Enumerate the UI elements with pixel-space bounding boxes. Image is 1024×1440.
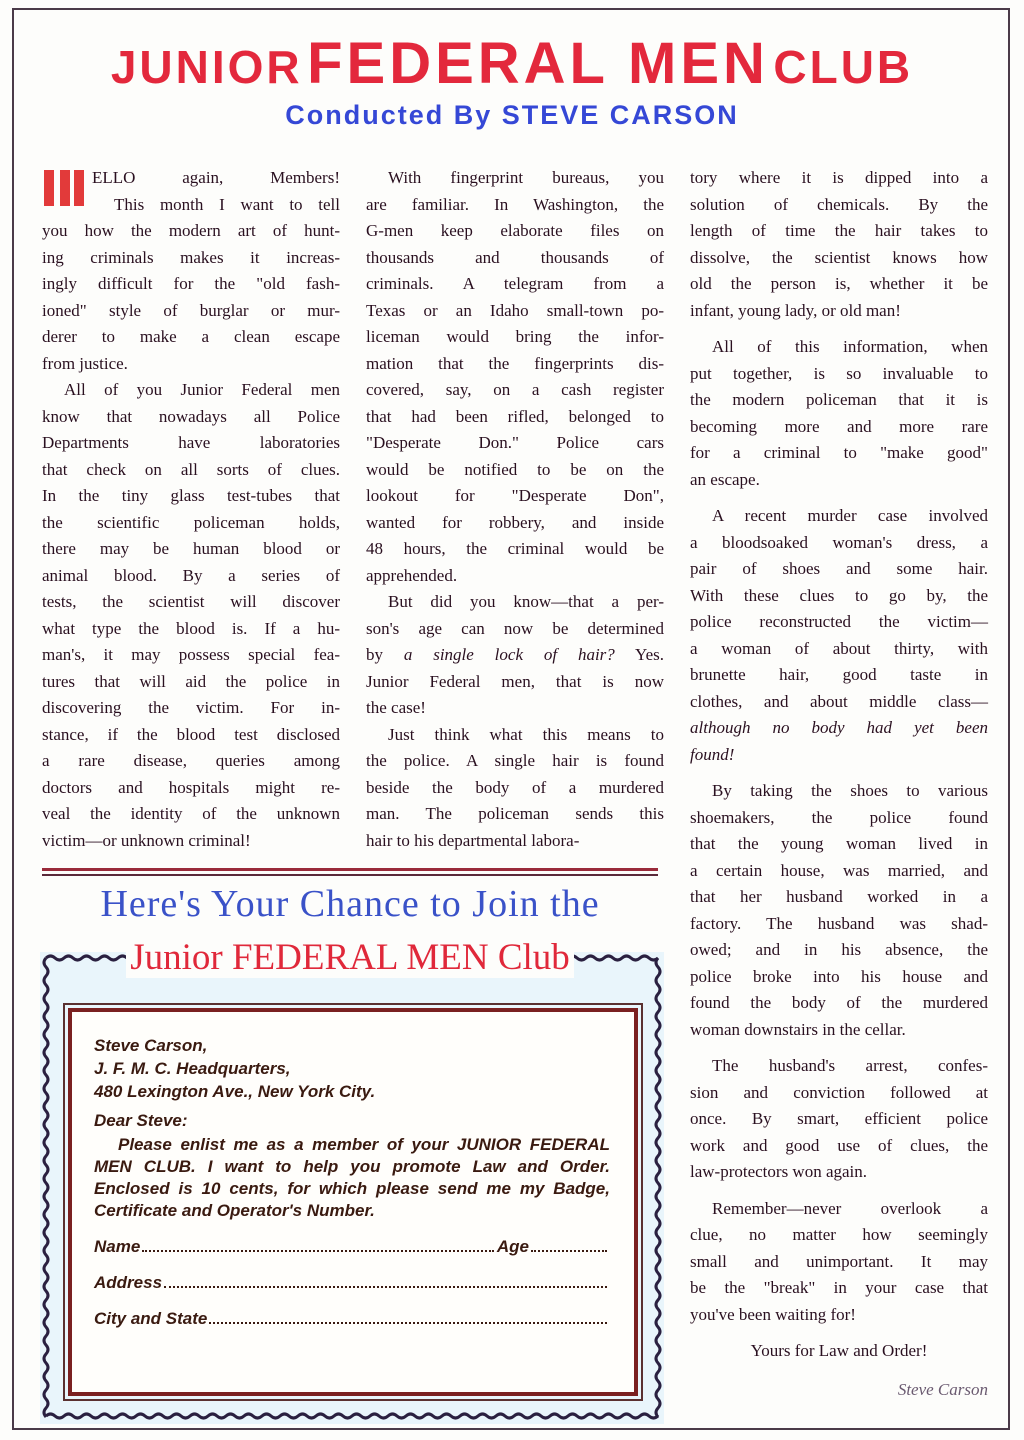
text-line: dissolve, the scientist knows how [690,247,988,267]
text-segment: by [366,645,404,664]
text-line: apprehended. [366,565,458,585]
text-line: that her husband worked in a [690,887,988,906]
text-line: solution of chemicals. By the [690,194,988,214]
text-line: pair of shoes and some hair. [690,559,988,578]
page-title [0,30,1024,97]
wavy-edge [46,1414,658,1418]
text-line: Remember—never overlook a [712,1198,988,1218]
text-line: All of this information, when [712,337,988,356]
text-line: shoemakers, the police found [690,807,988,827]
text-line: wanted for robbery, and inside [366,512,664,532]
subtitle-byline: Conducted By STEVE CARSON [285,100,739,130]
text-line: that check on all sorts of clues. [42,459,340,479]
text-line: But did you know—that a per- [388,592,664,611]
text-line: A recent murder case involved [712,506,988,525]
coupon-address [94,1034,610,1103]
text-line: old the person is, whether it be [690,274,988,293]
city-state-row [94,1308,610,1330]
text-line [690,742,988,769]
text-line: for a criminal to "make good" [690,443,988,462]
text-line: becoming more and more rare [690,416,988,436]
text-line: are familiar. In Washington, the [366,194,664,214]
text-line: would be notified to be on the [366,459,664,479]
address-line: J. F. M. C. Headquarters, [94,1059,291,1078]
text-line: infant, young lady, or old man! [690,300,901,320]
text-line: Departments have laboratories [42,433,340,452]
text-line: ing criminals makes it increas- [42,247,340,267]
text-line: Just think what this means to [388,724,664,744]
text-line: With these clues to go by, the [690,585,988,605]
text-line: a certain house, was married, and [690,860,988,880]
address-row [94,1272,610,1294]
text-line: there may be human blood or [42,539,340,558]
paragraph [690,1053,988,1186]
text-line: covered, say, on a cash register [366,380,664,399]
paragraph [690,503,988,768]
ad-headline: Here's Your Chance to Join the [100,883,600,925]
wavy-edge [656,958,660,1417]
text-line: the scientific policeman holds, [42,512,340,532]
text-line: discovering the victim. For in- [42,698,340,717]
text-line: a rare disease, queries among [42,751,340,770]
paragraph [690,334,988,493]
text-line [690,715,988,742]
text-line: G-men keep elaborate files on [366,221,664,240]
text-line: once. By smart, efficient police [690,1109,988,1128]
city-state-label: City and State [94,1309,208,1328]
text-line: that the young woman lived in [690,834,988,853]
name-label: Name [94,1237,141,1256]
text-line: The husband's arrest, confes- [712,1056,988,1075]
text-line: clothes, and about middle class— [690,691,988,711]
text-line: This month I want to tell [114,194,340,214]
text-line: what type the blood is. If a hu- [42,618,340,638]
text-segment: Yes. [614,645,664,664]
text-line: law-protectors won again. [690,1162,868,1181]
name-age-row [94,1236,610,1258]
text-line: Yours for Law and Order! [750,1341,928,1360]
text-line: sion and conviction followed at [690,1082,988,1102]
paragraph [690,1338,988,1365]
text-line: derer to make a clean escape [42,327,340,346]
section-divider [42,868,658,876]
title-federal-men: FEDERAL MEN [307,31,769,96]
text-line [366,642,664,669]
paragraph [690,165,988,324]
text-line: the modern policeman that it is [690,390,988,409]
text-line: that had been rifled, belonged to [366,406,664,426]
text-line: beside the body of a murdered [366,777,664,797]
italic-text: a single lock of hair? [403,645,615,664]
title-club: CLUB [773,41,914,93]
italic-text: although no body had yet been [690,718,988,737]
text-line: ELLO again, Members! [92,168,340,187]
text-line: factory. The husband was shad- [690,913,988,933]
address-field[interactable] [164,1286,607,1288]
text-line: Steve Carson [897,1379,988,1399]
paragraph [42,377,340,854]
text-line: liceman would bring the infor- [366,327,664,346]
address-line: 480 Lexington Ave., New York City. [94,1082,376,1101]
paragraph [366,165,664,589]
text-line: victim—or unknown criminal! [42,830,251,850]
text-line: the case! [366,698,426,717]
club-name-text: Junior FEDERAL MEN Club [126,937,574,978]
article-column-2 [366,165,664,854]
text-line: 48 hours, the criminal would be [366,539,664,558]
text-line: brunette hair, good taste in [690,665,988,684]
membership-coupon [68,1008,638,1396]
text-line: length of time the hair takes to [690,221,988,240]
text-line: "Desperate Don." Police cars [366,433,664,452]
text-line: son's age can now be determined [366,618,664,638]
text-line: police broke into his house and [690,966,988,986]
text-line: small and unimportant. It may [690,1251,988,1271]
text-line: a woman of about thirty, with [690,638,988,658]
paragraph [42,165,340,377]
age-field[interactable] [531,1250,607,1252]
text-line: man's, it may possess special fea- [42,645,340,664]
text-line: clue, no matter how seemingly [690,1225,988,1244]
text-line: work and good use of clues, the [690,1135,988,1155]
italic-text: found! [690,744,735,764]
article-column-3 [690,165,988,1403]
text-line: tests, the scientist will discover [42,592,340,611]
paragraph [690,1377,988,1404]
text-line: criminals. A telegram from a [366,274,664,293]
text-line: tory where it is dipped into a [690,168,988,187]
text-line: thousands and thousands of [366,247,664,267]
text-line: an escape. [690,469,760,489]
text-line: Junior Federal men, that is now [366,671,664,691]
text-line: hair to his departmental labora- [366,830,580,850]
paragraph [366,589,664,722]
text-line: put together, is so invaluable to [690,363,988,383]
address-label: Address [94,1273,163,1292]
text-line: With fingerprint bureaus, you [388,168,664,187]
text-line: By taking the shoes to various [712,781,988,800]
article-column-1 [42,165,340,854]
paragraph [690,1196,988,1329]
address-line: Steve Carson, [94,1036,208,1055]
age-label: Age [496,1237,529,1256]
text-line: All of you Junior Federal men [64,380,340,399]
paragraph [690,778,988,1043]
ad-club-name [42,936,658,979]
wavy-edge [44,958,48,1417]
text-line: mation that the fingerprints dis- [366,353,664,373]
text-line: the police. A single hair is found [366,751,664,770]
coupon-body: Please enlist me as a member of your JUNIOR FEDERAL MEN CLUB. I want to help you promote Law and Order. Enclosed is 10 cents, for which please send me my Badge, Certificate and Operator's Number. [94,1135,610,1220]
city-state-field[interactable] [209,1322,607,1324]
text-line: veal the identity of the unknown [42,804,340,823]
text-line: doctors and hospitals might re- [42,777,340,797]
title-junior: JUNIOR [110,41,303,93]
text-line: stance, if the blood test disclosed [42,724,340,744]
text-line: animal blood. By a series of [42,565,340,585]
text-line: In the tiny glass test-tubes that [42,486,340,505]
text-line: found the body of the murdered [690,993,988,1012]
name-field[interactable] [142,1250,494,1252]
text-line: ioned" style of burglar or mur- [42,300,340,320]
paragraph [366,722,664,855]
text-line: Texas or an Idaho small-town po- [366,300,664,320]
text-line: lookout for "Desperate Don", [366,486,664,505]
text-line: know that nowadays all Police [42,406,340,426]
text-line: tures that will aid the police in [42,671,340,691]
text-line: ingly difficult for the "old fash- [42,274,340,293]
text-line: a bloodsoaked woman's dress, a [690,532,988,552]
coupon-salutation: Dear Steve: [94,1111,188,1130]
text-line: you've been waiting for! [690,1304,856,1324]
text-line: from justice. [42,353,128,373]
text-line: owed; and in his absence, the [690,940,988,959]
text-line: you how the modern art of hunt- [42,221,340,240]
text-line: be the "break" in your case that [690,1278,988,1297]
text-line: police reconstructed the victim— [690,612,988,631]
text-line: man. The policeman sends this [366,804,664,823]
text-line: woman downstairs in the cellar. [690,1019,906,1039]
